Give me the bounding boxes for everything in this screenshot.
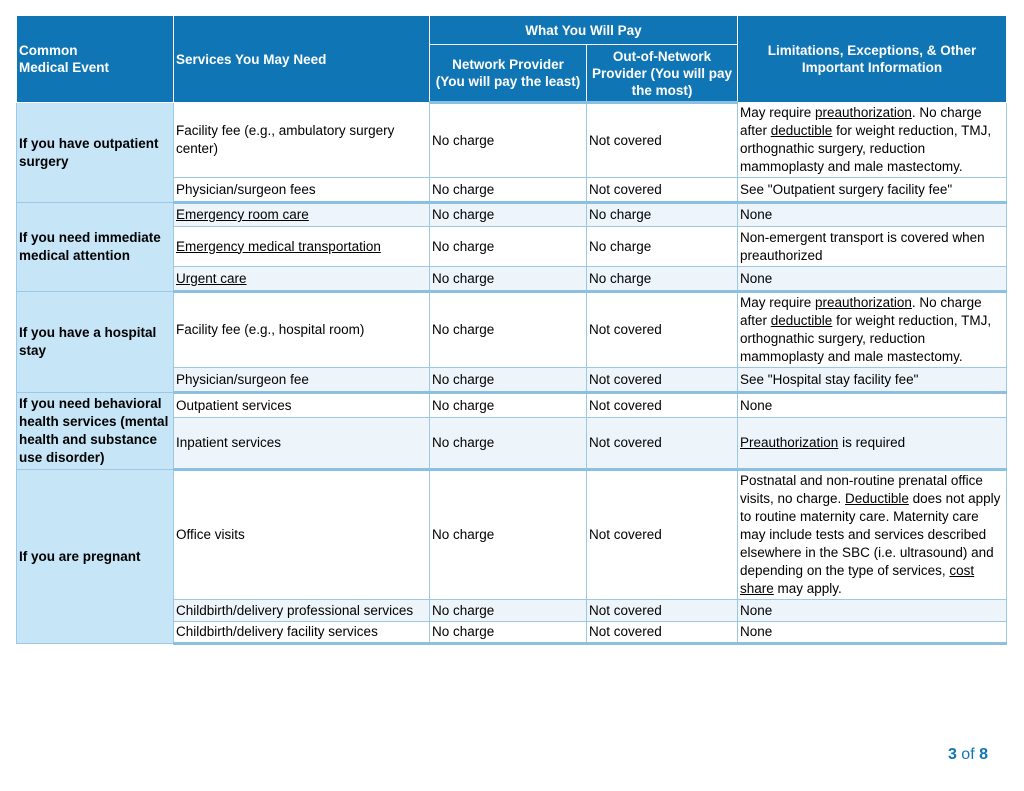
header-common-medical-event: Common Medical Event [17,16,174,103]
table-row [17,393,1007,418]
event-immediate-medical-attention: If you need immediate medical attention [17,203,174,292]
limitations-cell: Non-emergent transport is covered when preauthorized [738,227,1007,267]
limitations-cell: See "Hospital stay facility fee" [738,368,1007,393]
network-cost-cell: No charge [430,368,587,393]
service-cell [174,203,430,227]
limitations-cell: May require preauthorization. No charge after deductible for weight reduction, TMJ, orthognathic surgery, reduction mammoplasty and male mastectomy. [738,103,1007,178]
preauthorization-link[interactable]: preauthorization [815,295,912,310]
limitations-cell: See "Outpatient surgery facility fee" [738,178,1007,203]
header-what-you-pay: What You Will Pay [430,16,738,45]
table-row [17,292,1007,368]
deductible-link[interactable]: deductible [770,313,833,328]
service-cell [174,267,430,292]
benefits-table [16,15,1007,645]
emergency-room-care-link[interactable]: Emergency room care [176,207,309,222]
network-cost-cell: No charge [430,292,587,368]
service-cell: Outpatient services [174,393,430,418]
out-of-network-cost-cell: Not covered [587,292,738,368]
service-cell: Inpatient services [174,418,430,470]
preauthorization-link[interactable]: preauthorization [815,105,912,120]
limitations-cell: May require preauthorization. No charge after deductible for weight reduction, TMJ, orthognathic surgery, reduction mammoplasty and male mastectomy. [738,292,1007,368]
network-cost-cell: No charge [430,418,587,470]
limitations-cell: None [738,203,1007,227]
network-cost-cell: No charge [430,103,587,178]
out-of-network-cost-cell: No charge [587,267,738,292]
event-outpatient-surgery: If you have outpatient surgery [17,103,174,203]
header-row-1 [17,16,1007,45]
cost-share-link[interactable]: cost share [740,563,975,596]
out-of-network-cost-cell: No charge [587,203,738,227]
header-out-of-network-provider: Out-of-Network Provider (You will pay the most) [587,45,738,103]
network-cost-cell: No charge [430,470,587,600]
out-of-network-cost-cell: Not covered [587,393,738,418]
network-cost-cell: No charge [430,600,587,622]
out-of-network-cost-cell: No charge [587,227,738,267]
preauthorization-link[interactable]: Preauthorization [740,435,839,450]
limitations-cell: None [738,267,1007,292]
service-cell [174,227,430,267]
table-row [17,470,1007,600]
limitations-cell: None [738,622,1007,644]
service-cell: Facility fee (e.g., hospital room) [174,292,430,368]
service-cell: Physician/surgeon fee [174,368,430,393]
event-pregnant: If you are pregnant [17,470,174,644]
table-row [17,103,1007,178]
network-cost-cell: No charge [430,227,587,267]
out-of-network-cost-cell: Not covered [587,600,738,622]
out-of-network-cost-cell: Not covered [587,470,738,600]
deductible-link[interactable]: Deductible [845,491,909,506]
event-behavioral-health: If you need behavioral health services (mental health and substance use disorder) [17,393,174,470]
service-cell: Childbirth/delivery professional services [174,600,430,622]
header-services: Services You May Need [174,16,430,103]
out-of-network-cost-cell: Not covered [587,368,738,393]
out-of-network-cost-cell: Not covered [587,178,738,203]
deductible-link[interactable]: deductible [770,123,833,138]
header-limitations: Limitations, Exceptions, & Other Important Information [738,16,1007,103]
page-number: 3 of 8 [947,746,988,763]
service-cell: Childbirth/delivery facility services [174,622,430,644]
table-row [17,203,1007,227]
limitations-cell: None [738,393,1007,418]
network-cost-cell: No charge [430,203,587,227]
limitations-cell: None [738,600,1007,622]
event-hospital-stay: If you have a hospital stay [17,292,174,393]
out-of-network-cost-cell: Not covered [587,418,738,470]
header-network-provider: Network Provider (You will pay the least) [430,45,587,103]
limitations-cell: Postnatal and non-routine prenatal office visits, no charge. Deductible does not apply to routine maternity care. Maternity care may include tests and services described elsewhere in the SBC (i.e. ultrasound) and depending on the type of services, cost share may apply. [738,470,1007,600]
urgent-care-link[interactable]: Urgent care [176,270,247,286]
out-of-network-cost-cell: Not covered [587,103,738,178]
network-cost-cell: No charge [430,622,587,644]
service-cell: Facility fee (e.g., ambulatory surgery center) [174,103,430,178]
network-cost-cell: No charge [430,178,587,203]
service-cell: Physician/surgeon fees [174,178,430,203]
limitations-cell: Preauthorization is required [738,418,1007,470]
emergency-medical-transportation-link[interactable]: Emergency medical transportation [176,238,381,254]
out-of-network-cost-cell: Not covered [587,622,738,644]
network-cost-cell: No charge [430,393,587,418]
network-cost-cell: No charge [430,267,587,292]
service-cell: Office visits [174,470,430,600]
